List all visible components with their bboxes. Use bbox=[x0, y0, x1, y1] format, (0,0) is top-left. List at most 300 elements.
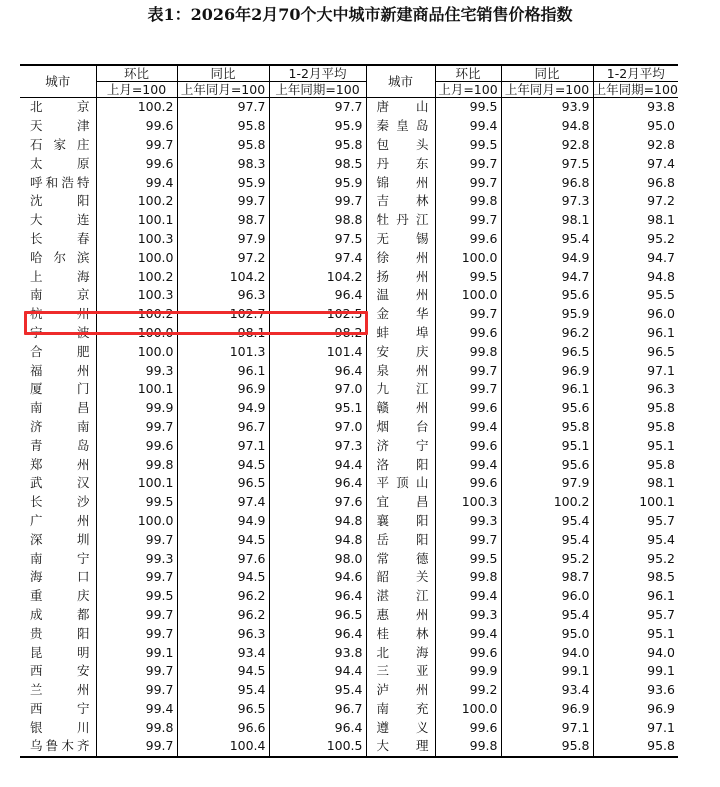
left-mom-value: 99.3 bbox=[96, 361, 177, 380]
right-city-name: 九江 bbox=[366, 380, 435, 399]
left-avg-value: 96.4 bbox=[269, 718, 366, 737]
right-avg-value: 95.1 bbox=[647, 625, 675, 641]
right-yoy-value: 96.8 bbox=[501, 173, 593, 192]
table-row bbox=[20, 154, 678, 173]
right-yoy-value: 95.4 bbox=[501, 530, 593, 549]
right-city-name: 赣州 bbox=[366, 399, 435, 418]
right-yoy-value: 94.8 bbox=[501, 117, 593, 136]
right-mom-value: 99.6 bbox=[435, 718, 501, 737]
right-mom-value: 99.9 bbox=[435, 662, 501, 681]
right-avg-value: 95.7 bbox=[647, 512, 675, 528]
right-city-name: 蚌埠 bbox=[366, 324, 435, 343]
left-city-name: 广州 bbox=[20, 512, 96, 531]
left-city-name: 济南 bbox=[20, 418, 96, 437]
right-city-name: 宜昌 bbox=[366, 493, 435, 512]
right-avg-value: 99.1 bbox=[647, 663, 675, 679]
left-city-name: 银川 bbox=[20, 718, 96, 737]
right-avg-value: 93.8 bbox=[647, 99, 675, 115]
left-avg-value: 97.0 bbox=[269, 380, 366, 399]
left-city-name: 合肥 bbox=[20, 342, 96, 361]
right-avg-value: 95.1 bbox=[647, 437, 675, 453]
left-avg-value: 96.5 bbox=[269, 606, 366, 625]
left-city-name: 沈阳 bbox=[20, 192, 96, 211]
right-city-name: 牡丹江 bbox=[366, 211, 435, 230]
table-row bbox=[20, 324, 678, 343]
right-yoy-value: 95.6 bbox=[501, 455, 593, 474]
left-yoy-value: 96.1 bbox=[177, 361, 269, 380]
right-yoy-value: 97.9 bbox=[501, 474, 593, 493]
left-yoy-value: 98.3 bbox=[177, 154, 269, 173]
right-city-name: 北海 bbox=[366, 643, 435, 662]
table-row bbox=[20, 267, 678, 286]
right-avg-value: 92.8 bbox=[647, 136, 675, 152]
left-city-name: 上海 bbox=[20, 267, 96, 286]
right-yoy-value: 95.6 bbox=[501, 286, 593, 305]
right-avg-value: 97.1 bbox=[647, 362, 675, 378]
left-mom-value: 100.2 bbox=[96, 98, 177, 117]
left-yoy-value: 94.9 bbox=[177, 399, 269, 418]
left-avg-value: 96.7 bbox=[269, 700, 366, 719]
left-avg-value: 96.4 bbox=[269, 474, 366, 493]
right-city-name: 泉州 bbox=[366, 361, 435, 380]
left-yoy-value: 100.4 bbox=[177, 737, 269, 757]
left-yoy-value: 96.2 bbox=[177, 587, 269, 606]
right-mom-value: 99.4 bbox=[435, 624, 501, 643]
right-city-name: 桂林 bbox=[366, 624, 435, 643]
left-avg-value: 99.7 bbox=[269, 192, 366, 211]
header-avg-right: 1-2月平均 bbox=[593, 65, 678, 82]
table-row bbox=[20, 192, 678, 211]
right-avg-value: 96.9 bbox=[647, 700, 675, 716]
header-avg-base-right: 上年同期=100 bbox=[593, 82, 678, 97]
right-avg-value: 95.5 bbox=[647, 287, 675, 303]
left-avg-value: 97.7 bbox=[269, 98, 366, 117]
left-city-name: 杭州 bbox=[20, 305, 96, 324]
right-mom-value: 100.0 bbox=[435, 700, 501, 719]
left-avg-value: 96.4 bbox=[269, 361, 366, 380]
left-avg-value: 96.4 bbox=[269, 624, 366, 643]
right-mom-value: 99.6 bbox=[435, 436, 501, 455]
left-city-name: 石家庄 bbox=[20, 136, 96, 155]
left-mom-value: 99.8 bbox=[96, 718, 177, 737]
left-avg-value: 97.3 bbox=[269, 436, 366, 455]
right-yoy-value: 94.0 bbox=[501, 643, 593, 662]
left-yoy-value: 98.1 bbox=[177, 324, 269, 343]
left-avg-value: 94.6 bbox=[269, 568, 366, 587]
right-city-name: 烟台 bbox=[366, 418, 435, 437]
left-yoy-value: 96.3 bbox=[177, 286, 269, 305]
table-row bbox=[20, 436, 678, 455]
left-avg-value: 95.4 bbox=[269, 681, 366, 700]
right-avg-value: 93.6 bbox=[647, 682, 675, 698]
left-city-name: 北京 bbox=[20, 98, 96, 117]
right-city-name: 惠州 bbox=[366, 606, 435, 625]
right-city-name: 徐州 bbox=[366, 248, 435, 267]
right-yoy-value: 98.1 bbox=[501, 211, 593, 230]
left-avg-value: 94.4 bbox=[269, 662, 366, 681]
left-mom-value: 100.3 bbox=[96, 286, 177, 305]
left-avg-value: 97.4 bbox=[269, 248, 366, 267]
left-avg-value: 98.2 bbox=[269, 324, 366, 343]
right-city-name: 韶关 bbox=[366, 568, 435, 587]
table-row bbox=[20, 718, 678, 737]
table-row bbox=[20, 493, 678, 512]
left-city-name: 西宁 bbox=[20, 700, 96, 719]
right-yoy-value: 95.2 bbox=[501, 549, 593, 568]
left-mom-value: 100.1 bbox=[96, 380, 177, 399]
table-row bbox=[20, 643, 678, 662]
right-avg-value: 94.0 bbox=[647, 644, 675, 660]
left-city-name: 南昌 bbox=[20, 399, 96, 418]
left-yoy-value: 96.7 bbox=[177, 418, 269, 437]
left-avg-value: 95.1 bbox=[269, 399, 366, 418]
left-city-name: 福州 bbox=[20, 361, 96, 380]
left-avg-value: 93.8 bbox=[269, 643, 366, 662]
left-mom-value: 99.1 bbox=[96, 643, 177, 662]
left-yoy-value: 96.5 bbox=[177, 474, 269, 493]
right-avg-value: 97.4 bbox=[647, 155, 675, 171]
left-mom-value: 100.3 bbox=[96, 230, 177, 249]
header-row-bottom bbox=[20, 82, 678, 98]
table-row bbox=[20, 455, 678, 474]
left-yoy-value: 97.7 bbox=[177, 98, 269, 117]
table-row bbox=[20, 361, 678, 380]
left-avg-value: 96.4 bbox=[269, 587, 366, 606]
right-yoy-value: 96.5 bbox=[501, 342, 593, 361]
right-avg-value: 96.8 bbox=[647, 174, 675, 190]
right-city-name: 平顶山 bbox=[366, 474, 435, 493]
right-avg-value: 95.2 bbox=[647, 550, 675, 566]
left-city-name: 青岛 bbox=[20, 436, 96, 455]
left-mom-value: 100.1 bbox=[96, 211, 177, 230]
right-yoy-value: 93.4 bbox=[501, 681, 593, 700]
right-city-name: 襄阳 bbox=[366, 512, 435, 531]
table-row bbox=[20, 681, 678, 700]
left-city-name: 宁波 bbox=[20, 324, 96, 343]
left-yoy-value: 97.4 bbox=[177, 493, 269, 512]
table-row bbox=[20, 380, 678, 399]
left-city-name: 南宁 bbox=[20, 549, 96, 568]
left-yoy-value: 95.8 bbox=[177, 117, 269, 136]
left-city-name: 深圳 bbox=[20, 530, 96, 549]
left-yoy-value: 96.3 bbox=[177, 624, 269, 643]
left-mom-value: 99.9 bbox=[96, 399, 177, 418]
right-avg-value: 96.1 bbox=[647, 588, 675, 604]
table-header bbox=[20, 65, 678, 98]
right-city-name: 包头 bbox=[366, 136, 435, 155]
right-mom-value: 100.0 bbox=[435, 248, 501, 267]
left-mom-value: 99.6 bbox=[96, 154, 177, 173]
right-yoy-value: 92.8 bbox=[501, 136, 593, 155]
table-row bbox=[20, 418, 678, 437]
table-row bbox=[20, 512, 678, 531]
right-yoy-value: 94.7 bbox=[501, 267, 593, 286]
table-row bbox=[20, 98, 678, 117]
table-row bbox=[20, 474, 678, 493]
left-city-name: 贵阳 bbox=[20, 624, 96, 643]
table-row bbox=[20, 286, 678, 305]
left-mom-value: 100.0 bbox=[96, 324, 177, 343]
header-city-left: 城市 bbox=[20, 65, 96, 98]
table-row bbox=[20, 211, 678, 230]
left-mom-value: 100.0 bbox=[96, 512, 177, 531]
left-mom-value: 99.8 bbox=[96, 455, 177, 474]
right-yoy-value: 93.9 bbox=[501, 98, 593, 117]
left-avg-value: 94.8 bbox=[269, 530, 366, 549]
table-row bbox=[20, 305, 678, 324]
right-mom-value: 100.0 bbox=[435, 286, 501, 305]
left-yoy-value: 95.8 bbox=[177, 136, 269, 155]
right-yoy-value: 99.1 bbox=[501, 662, 593, 681]
left-city-name: 大连 bbox=[20, 211, 96, 230]
left-city-name: 乌鲁木齐 bbox=[20, 737, 96, 757]
left-city-name: 南京 bbox=[20, 286, 96, 305]
right-mom-value: 99.4 bbox=[435, 587, 501, 606]
right-mom-value: 99.7 bbox=[435, 530, 501, 549]
table-row bbox=[20, 568, 678, 587]
left-yoy-value: 96.9 bbox=[177, 380, 269, 399]
right-mom-value: 99.7 bbox=[435, 211, 501, 230]
left-mom-value: 100.0 bbox=[96, 342, 177, 361]
right-mom-value: 99.8 bbox=[435, 192, 501, 211]
right-avg-value: 96.1 bbox=[647, 324, 675, 340]
left-mom-value: 99.3 bbox=[96, 549, 177, 568]
table-row bbox=[20, 587, 678, 606]
left-city-name: 兰州 bbox=[20, 681, 96, 700]
left-yoy-value: 97.9 bbox=[177, 230, 269, 249]
left-avg-value: 95.9 bbox=[269, 173, 366, 192]
header-yoy-left: 同比 bbox=[177, 65, 269, 82]
right-city-name: 安庆 bbox=[366, 342, 435, 361]
left-city-name: 呼和浩特 bbox=[20, 173, 96, 192]
right-city-name: 洛阳 bbox=[366, 455, 435, 474]
left-yoy-value: 94.5 bbox=[177, 568, 269, 587]
right-avg-value: 97.1 bbox=[647, 719, 675, 735]
header-mom-base-right: 上月=100 bbox=[435, 82, 501, 98]
left-yoy-value: 95.4 bbox=[177, 681, 269, 700]
left-avg-value: 97.6 bbox=[269, 493, 366, 512]
left-avg-value: 94.4 bbox=[269, 455, 366, 474]
left-mom-value: 99.7 bbox=[96, 606, 177, 625]
right-city-name: 金华 bbox=[366, 305, 435, 324]
left-yoy-value: 97.1 bbox=[177, 436, 269, 455]
right-avg-value: 97.2 bbox=[647, 193, 675, 209]
left-city-name: 武汉 bbox=[20, 474, 96, 493]
right-yoy-value: 95.9 bbox=[501, 305, 593, 324]
left-avg-value: 98.0 bbox=[269, 549, 366, 568]
left-avg-value: 95.8 bbox=[269, 136, 366, 155]
left-city-name: 海口 bbox=[20, 568, 96, 587]
right-yoy-value: 100.2 bbox=[501, 493, 593, 512]
right-city-name: 岳阳 bbox=[366, 530, 435, 549]
right-mom-value: 99.6 bbox=[435, 474, 501, 493]
right-avg-value: 95.8 bbox=[647, 418, 675, 434]
table-title: 表1：2026年2月70个大中城市新建商品住宅销售价格指数 bbox=[147, 5, 573, 24]
right-yoy-value: 96.9 bbox=[501, 361, 593, 380]
right-avg-value: 96.0 bbox=[647, 306, 675, 322]
right-city-name: 济宁 bbox=[366, 436, 435, 455]
left-yoy-value: 94.5 bbox=[177, 530, 269, 549]
right-yoy-value: 95.4 bbox=[501, 512, 593, 531]
left-yoy-value: 99.7 bbox=[177, 192, 269, 211]
right-mom-value: 99.6 bbox=[435, 230, 501, 249]
left-yoy-value: 98.7 bbox=[177, 211, 269, 230]
right-avg-value: 98.1 bbox=[647, 212, 675, 228]
right-yoy-value: 95.4 bbox=[501, 606, 593, 625]
right-avg-value: 95.4 bbox=[647, 531, 675, 547]
right-city-name: 温州 bbox=[366, 286, 435, 305]
left-city-name: 天津 bbox=[20, 117, 96, 136]
right-yoy-value: 97.5 bbox=[501, 154, 593, 173]
right-yoy-value: 95.0 bbox=[501, 624, 593, 643]
right-avg-value: 94.8 bbox=[647, 268, 675, 284]
left-avg-value: 102.5 bbox=[269, 305, 366, 324]
left-city-name: 太原 bbox=[20, 154, 96, 173]
left-yoy-value: 93.4 bbox=[177, 643, 269, 662]
right-city-name: 锦州 bbox=[366, 173, 435, 192]
right-avg-value: 98.5 bbox=[647, 569, 675, 585]
right-avg-value: 95.8 bbox=[647, 400, 675, 416]
right-mom-value: 99.5 bbox=[435, 267, 501, 286]
left-yoy-value: 95.9 bbox=[177, 173, 269, 192]
right-yoy-value: 96.1 bbox=[501, 380, 593, 399]
left-mom-value: 99.7 bbox=[96, 530, 177, 549]
left-mom-value: 99.7 bbox=[96, 662, 177, 681]
right-city-name: 吉林 bbox=[366, 192, 435, 211]
table-row bbox=[20, 549, 678, 568]
left-mom-value: 99.7 bbox=[96, 624, 177, 643]
table-row bbox=[20, 342, 678, 361]
left-avg-value: 97.0 bbox=[269, 418, 366, 437]
right-yoy-value: 96.2 bbox=[501, 324, 593, 343]
header-city-right: 城市 bbox=[366, 65, 435, 98]
right-avg-value: 95.7 bbox=[647, 606, 675, 622]
right-city-name: 唐山 bbox=[366, 98, 435, 117]
left-avg-value: 104.2 bbox=[269, 267, 366, 286]
left-mom-value: 99.7 bbox=[96, 568, 177, 587]
right-mom-value: 99.7 bbox=[435, 380, 501, 399]
left-city-name: 长春 bbox=[20, 230, 96, 249]
left-city-name: 西安 bbox=[20, 662, 96, 681]
right-avg-value: 100.1 bbox=[639, 494, 675, 510]
right-mom-value: 99.8 bbox=[435, 737, 501, 757]
table-body bbox=[20, 98, 678, 757]
right-yoy-value: 96.0 bbox=[501, 587, 593, 606]
right-city-name: 常德 bbox=[366, 549, 435, 568]
right-mom-value: 99.7 bbox=[435, 154, 501, 173]
right-yoy-value: 95.8 bbox=[501, 418, 593, 437]
left-mom-value: 99.7 bbox=[96, 136, 177, 155]
right-city-name: 南充 bbox=[366, 700, 435, 719]
right-yoy-value: 95.1 bbox=[501, 436, 593, 455]
price-index-table bbox=[20, 64, 678, 758]
right-avg-value: 96.3 bbox=[647, 381, 675, 397]
right-city-name: 秦皇岛 bbox=[366, 117, 435, 136]
left-avg-value: 101.4 bbox=[269, 342, 366, 361]
right-avg-value: 95.8 bbox=[647, 738, 675, 754]
right-yoy-value: 97.3 bbox=[501, 192, 593, 211]
right-mom-value: 99.7 bbox=[435, 361, 501, 380]
right-mom-value: 99.5 bbox=[435, 136, 501, 155]
table-row bbox=[20, 230, 678, 249]
right-city-name: 大理 bbox=[366, 737, 435, 757]
table-row bbox=[20, 117, 678, 136]
left-yoy-value: 101.3 bbox=[177, 342, 269, 361]
table-row bbox=[20, 173, 678, 192]
left-yoy-value: 96.5 bbox=[177, 700, 269, 719]
left-mom-value: 99.6 bbox=[96, 117, 177, 136]
right-city-name: 湛江 bbox=[366, 587, 435, 606]
right-avg-value: 95.2 bbox=[647, 230, 675, 246]
left-avg-value: 96.4 bbox=[269, 286, 366, 305]
table-row bbox=[20, 606, 678, 625]
left-yoy-value: 102.7 bbox=[177, 305, 269, 324]
left-avg-value: 97.5 bbox=[269, 230, 366, 249]
left-avg-value: 95.9 bbox=[269, 117, 366, 136]
left-city-name: 成都 bbox=[20, 606, 96, 625]
header-avg-left: 1-2月平均 bbox=[269, 65, 366, 82]
right-yoy-value: 95.8 bbox=[501, 737, 593, 757]
right-mom-value: 99.3 bbox=[435, 512, 501, 531]
right-mom-value: 99.7 bbox=[435, 305, 501, 324]
left-yoy-value: 104.2 bbox=[177, 267, 269, 286]
header-avg-base-left: 上年同期=100 bbox=[269, 82, 366, 98]
right-city-name: 遵义 bbox=[366, 718, 435, 737]
header-mom-base-left: 上月=100 bbox=[96, 82, 177, 98]
right-avg-value: 95.0 bbox=[647, 118, 675, 134]
left-avg-value: 100.5 bbox=[269, 737, 366, 757]
table-row bbox=[20, 136, 678, 155]
left-city-name: 重庆 bbox=[20, 587, 96, 606]
right-mom-value: 99.6 bbox=[435, 643, 501, 662]
left-avg-value: 94.8 bbox=[269, 512, 366, 531]
table-row bbox=[20, 624, 678, 643]
left-yoy-value: 94.9 bbox=[177, 512, 269, 531]
right-mom-value: 99.6 bbox=[435, 324, 501, 343]
right-yoy-value: 98.7 bbox=[501, 568, 593, 587]
left-city-name: 厦门 bbox=[20, 380, 96, 399]
left-yoy-value: 94.5 bbox=[177, 455, 269, 474]
right-city-name: 扬州 bbox=[366, 267, 435, 286]
right-yoy-value: 95.4 bbox=[501, 230, 593, 249]
left-city-name: 郑州 bbox=[20, 455, 96, 474]
left-city-name: 长沙 bbox=[20, 493, 96, 512]
right-city-name: 无锡 bbox=[366, 230, 435, 249]
header-mom-left: 环比 bbox=[96, 65, 177, 82]
table-row bbox=[20, 248, 678, 267]
left-mom-value: 99.7 bbox=[96, 418, 177, 437]
right-avg-value: 94.7 bbox=[647, 249, 675, 265]
right-mom-value: 99.6 bbox=[435, 399, 501, 418]
left-mom-value: 99.7 bbox=[96, 737, 177, 757]
left-mom-value: 100.1 bbox=[96, 474, 177, 493]
right-yoy-value: 96.9 bbox=[501, 700, 593, 719]
left-avg-value: 98.8 bbox=[269, 211, 366, 230]
right-mom-value: 99.4 bbox=[435, 418, 501, 437]
right-mom-value: 99.8 bbox=[435, 342, 501, 361]
right-city-name: 三亚 bbox=[366, 662, 435, 681]
left-yoy-value: 97.2 bbox=[177, 248, 269, 267]
left-mom-value: 99.5 bbox=[96, 587, 177, 606]
header-row-top bbox=[20, 65, 678, 82]
right-mom-value: 99.5 bbox=[435, 549, 501, 568]
left-yoy-value: 96.6 bbox=[177, 718, 269, 737]
right-mom-value: 99.4 bbox=[435, 117, 501, 136]
right-city-name: 丹东 bbox=[366, 154, 435, 173]
header-yoy-base-left: 上年同月=100 bbox=[177, 82, 269, 98]
table-row bbox=[20, 700, 678, 719]
right-mom-value: 99.5 bbox=[435, 98, 501, 117]
